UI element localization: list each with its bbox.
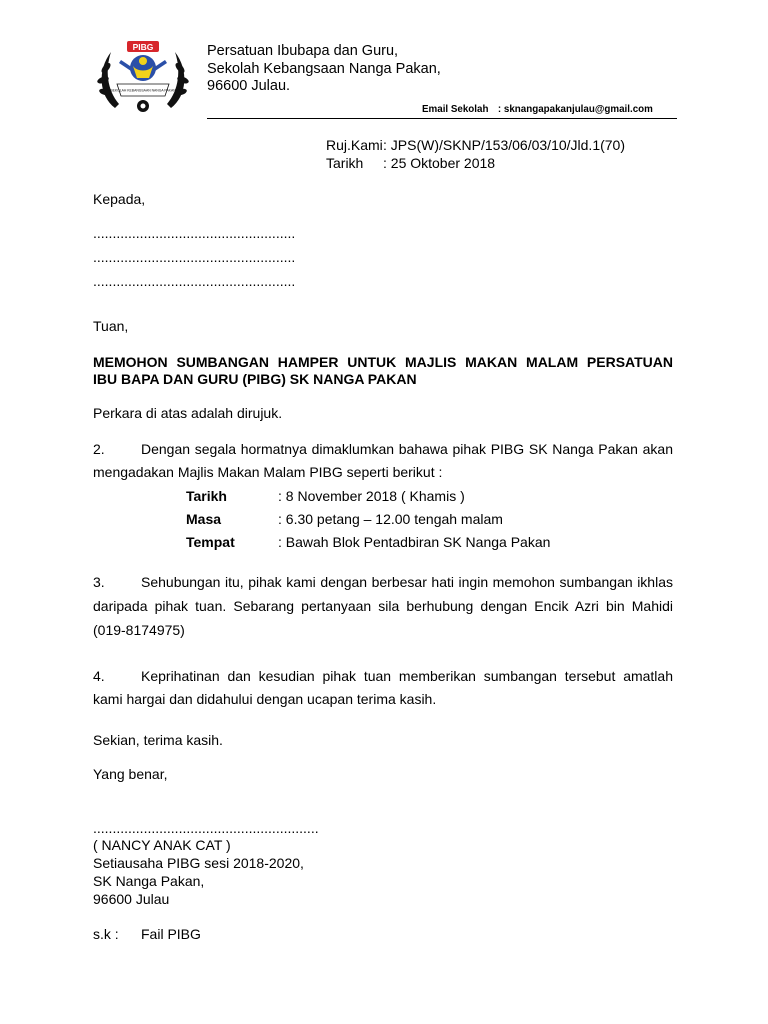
kepada-label: Kepada, [93,191,146,207]
signatory-postcode: 96600 Julau [93,891,170,907]
logo-ribbon-text: SEKOLAH KEBANGSAAN NANGA PAKAN [110,88,176,93]
ref-ruj-value: : JPS(W)/SKNP/153/06/03/10/Jld.1(70) [383,137,625,153]
signatory-name: ( NANCY ANAK CAT ) [93,837,231,853]
ref-tarikh-value: : 25 Oktober 2018 [383,155,496,171]
org-line-3: 96600 Julau. [207,78,291,94]
para2-line2: mengadakan Majlis Makan Malam PIBG seperti berikut : [93,464,443,480]
sk-value: Fail PIBG [141,926,201,942]
subject-line-1: MEMOHON SUMBANGAN HAMPER UNTUK MAJLIS MAKAN MALAM PERSATUAN [93,354,673,370]
event-tempat-value: : Bawah Blok Pentadbiran SK Nanga Pakan [278,534,551,550]
school-email [422,104,653,115]
signature-dots: .......................................................... [93,820,319,836]
signatory-title: Setiausaha PIBG sesi 2018-2020, [93,855,304,871]
email-separator: : [497,104,502,115]
pibg-logo [93,38,193,118]
recipient-blank-3: .................................................... [93,273,296,289]
para3-line1: Sehubungan itu, pihak kami dengan berbesar hati ingin memohon sumbangan ikhlas [141,574,673,590]
org-line-1: Persatuan Ibubapa dan Guru, [207,43,399,59]
event-tarikh-label: Tarikh [186,488,227,504]
logo-title: PIBG [132,42,154,52]
event-masa-value: : 6.30 petang – 12.00 tengah malam [278,511,503,527]
para2-number: 2. [93,441,105,457]
event-tarikh-value: : 8 November 2018 ( Khamis ) [278,488,465,504]
subject-line-2: IBU BAPA DAN GURU (PIBG) SK NANGA PAKAN [93,371,417,387]
email-label: Email Sekolah [422,104,489,115]
event-tempat-label: Tempat [186,534,235,550]
para4-line1: Keprihatinan dan kesudian pihak tuan memberikan sumbangan tersebut amatlah [141,668,673,684]
salutation: Tuan, [93,318,129,334]
para3-line3: (019-8174975) [93,622,185,638]
recipient-blank-1: .................................................... [93,225,296,241]
para4-number: 4. [93,668,105,684]
para3-line2: daripada pihak tuan. Sebarang pertanyaan sila berhubung dengan Encik Azri bin Mahidi [93,598,673,614]
event-masa-label: Masa [186,511,222,527]
recipient-blank-2: .................................................... [93,249,296,265]
email-value: sknangapakanjulau@gmail.com [503,104,653,115]
para2-line1: Dengan segala hormatnya dimaklumkan bahawa pihak PIBG SK Nanga Pakan akan [141,441,673,457]
closing-text: Sekian, terima kasih. [93,732,223,748]
intro-text: Perkara di atas adalah dirujuk. [93,405,283,421]
para4-line2: kami hargai dan didahului dengan ucapan terima kasih. [93,691,437,707]
ref-ruj-label: Ruj.Kami [326,137,383,153]
signatory-school: SK Nanga Pakan, [93,873,205,889]
header-divider [207,118,677,119]
sk-label: s.k : [93,926,119,942]
org-line-2: Sekolah Kebangsaan Nanga Pakan, [207,61,441,77]
yang-benar: Yang benar, [93,766,168,782]
para3-number: 3. [93,574,105,590]
ref-tarikh-label: Tarikh [326,155,364,171]
